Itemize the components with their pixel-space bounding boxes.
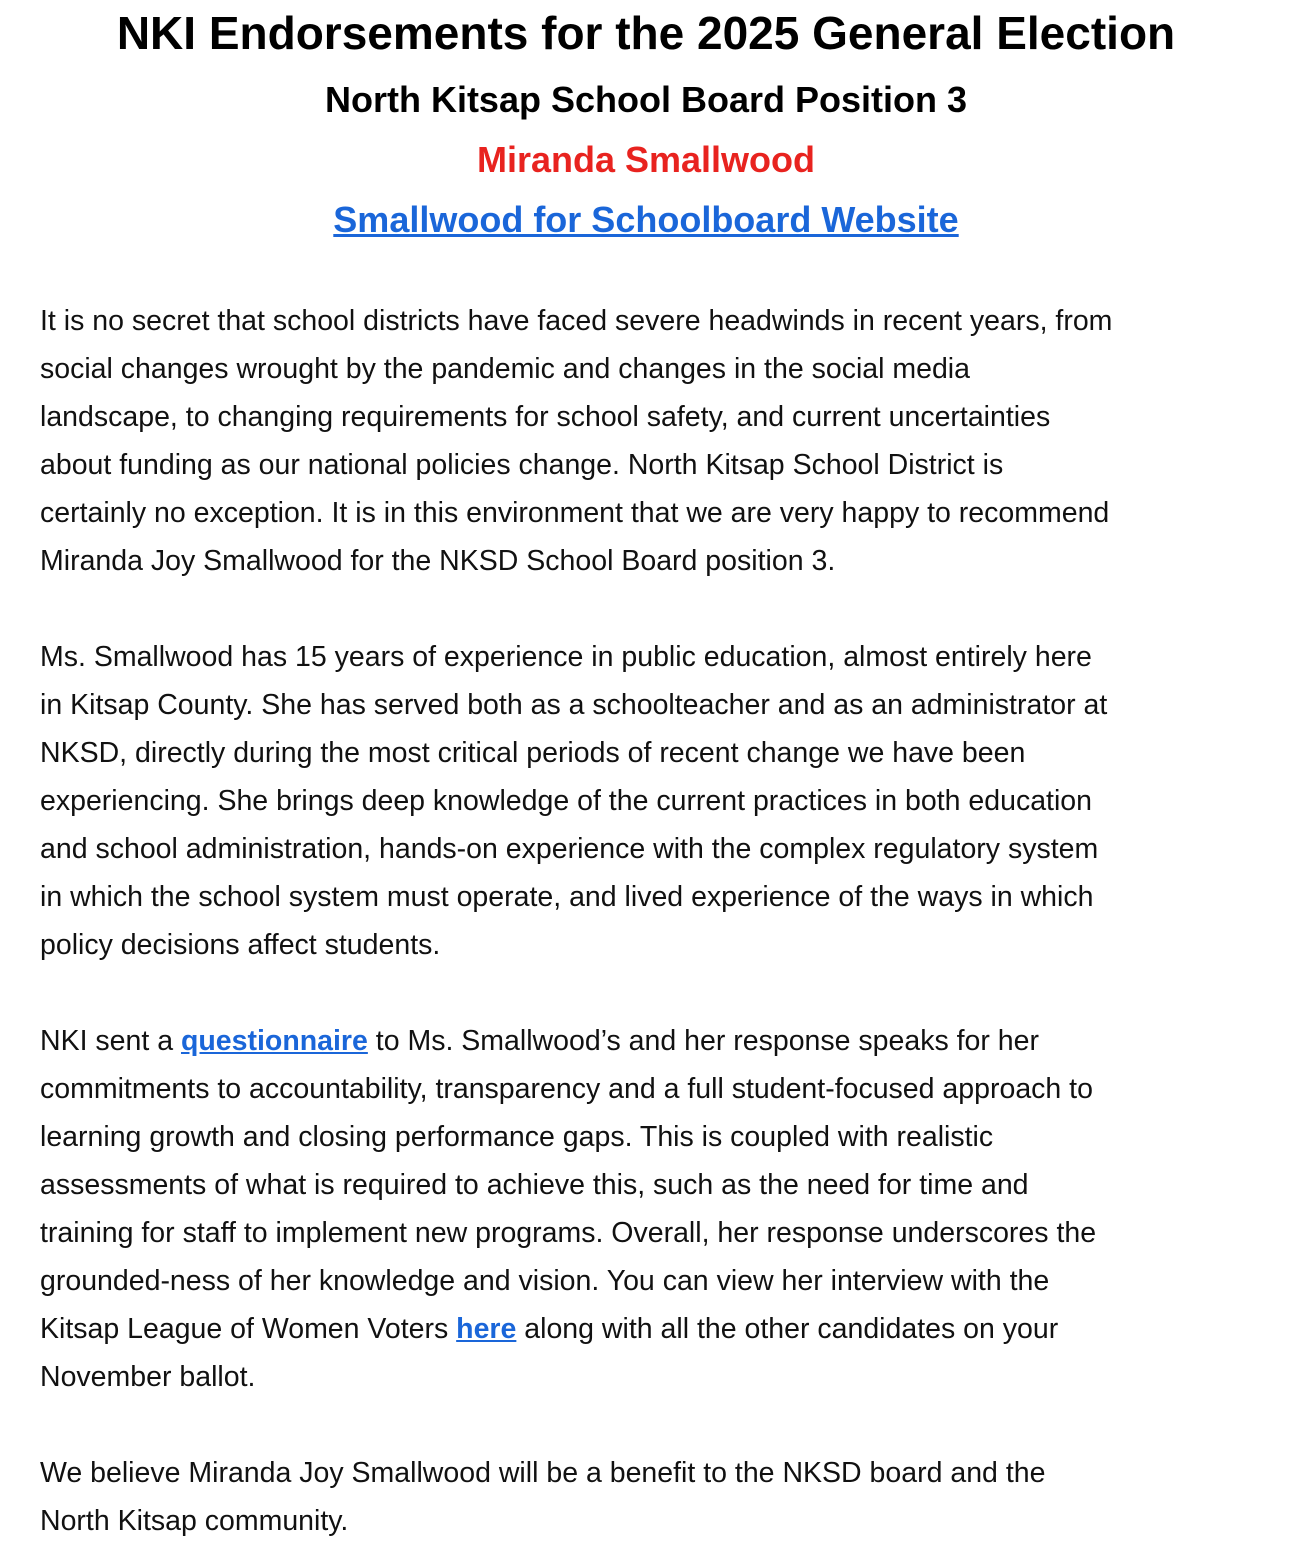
text-line: NKSD, directly during the most critical periods of recent change we have been — [40, 737, 1026, 769]
text-line: in Kitsap County. She has served both as a schoolteacher and as an administrator at — [40, 689, 1108, 721]
text-line: North Kitsap community. — [40, 1505, 349, 1537]
text-line: in which the school system must operate, and lived experience of the ways in which — [40, 881, 1094, 913]
text-line: We believe Miranda Joy Smallwood will be a benefit to the NKSD board and the — [40, 1457, 1046, 1489]
paragraph-intro — [40, 297, 1265, 585]
campaign-website-link[interactable]: Smallwood for Schoolboard Website — [333, 199, 959, 240]
website-link-container — [0, 196, 1292, 244]
text-line: grounded-ness of her knowledge and vision. You can view her interview with the — [40, 1265, 1050, 1297]
text-segment: to Ms. Smallwood’s and her response speaks for her — [367, 1025, 1040, 1057]
text-segment: Kitsap League of Women Voters — [40, 1313, 457, 1345]
text-line: policy decisions affect students. — [40, 929, 441, 961]
text-line: learning growth and closing performance gaps. This is coupled with realistic — [40, 1121, 994, 1153]
text-line: social changes wrought by the pandemic and changes in the social media — [40, 353, 970, 385]
paragraph-conclusion — [40, 1449, 1265, 1545]
text-line: November ballot. — [40, 1361, 256, 1393]
text-line: training for staff to implement new programs. Overall, her response underscores the — [40, 1217, 1097, 1249]
text-line: Ms. Smallwood has 15 years of experience in public education, almost entirely here — [40, 641, 1092, 673]
text-line: assessments of what is required to achieve this, such as the need for time and — [40, 1169, 1029, 1201]
candidate-name: Miranda Smallwood — [476, 139, 816, 180]
text-line: about funding as our national policies change. North Kitsap School District is — [40, 449, 1004, 481]
text-line: Miranda Joy Smallwood for the NKSD School Board position 3. — [40, 545, 836, 577]
paragraph-questionnaire — [40, 1017, 1265, 1401]
position-subtitle: North Kitsap School Board Position 3 — [324, 79, 968, 120]
text-line: certainly no exception. It is in this environment that we are very happy to recommend — [40, 497, 1110, 529]
questionnaire-link[interactable]: questionnaire — [180, 1025, 368, 1057]
text-line: commitments to accountability, transparency and a full student-focused approach to — [40, 1073, 1093, 1105]
text-line: experiencing. She brings deep knowledge of the current practices in both education — [40, 785, 1093, 817]
text-line: landscape, to changing requirements for school safety, and current uncertainties — [40, 401, 1051, 433]
text-line — [40, 1017, 1265, 1065]
text-segment: NKI sent a — [40, 1025, 181, 1057]
text-line: and school administration, hands-on experience with the complex regulatory system — [40, 833, 1099, 865]
text-segment: along with all the other candidates on your — [516, 1313, 1059, 1345]
text-line: It is no secret that school districts have faced severe headwinds in recent years, from — [40, 305, 1113, 337]
page-title: NKI Endorsements for the 2025 General Election — [116, 7, 1176, 59]
paragraph-experience — [40, 633, 1265, 969]
text-line — [40, 1305, 1265, 1353]
interview-here-link[interactable]: here — [456, 1313, 517, 1345]
